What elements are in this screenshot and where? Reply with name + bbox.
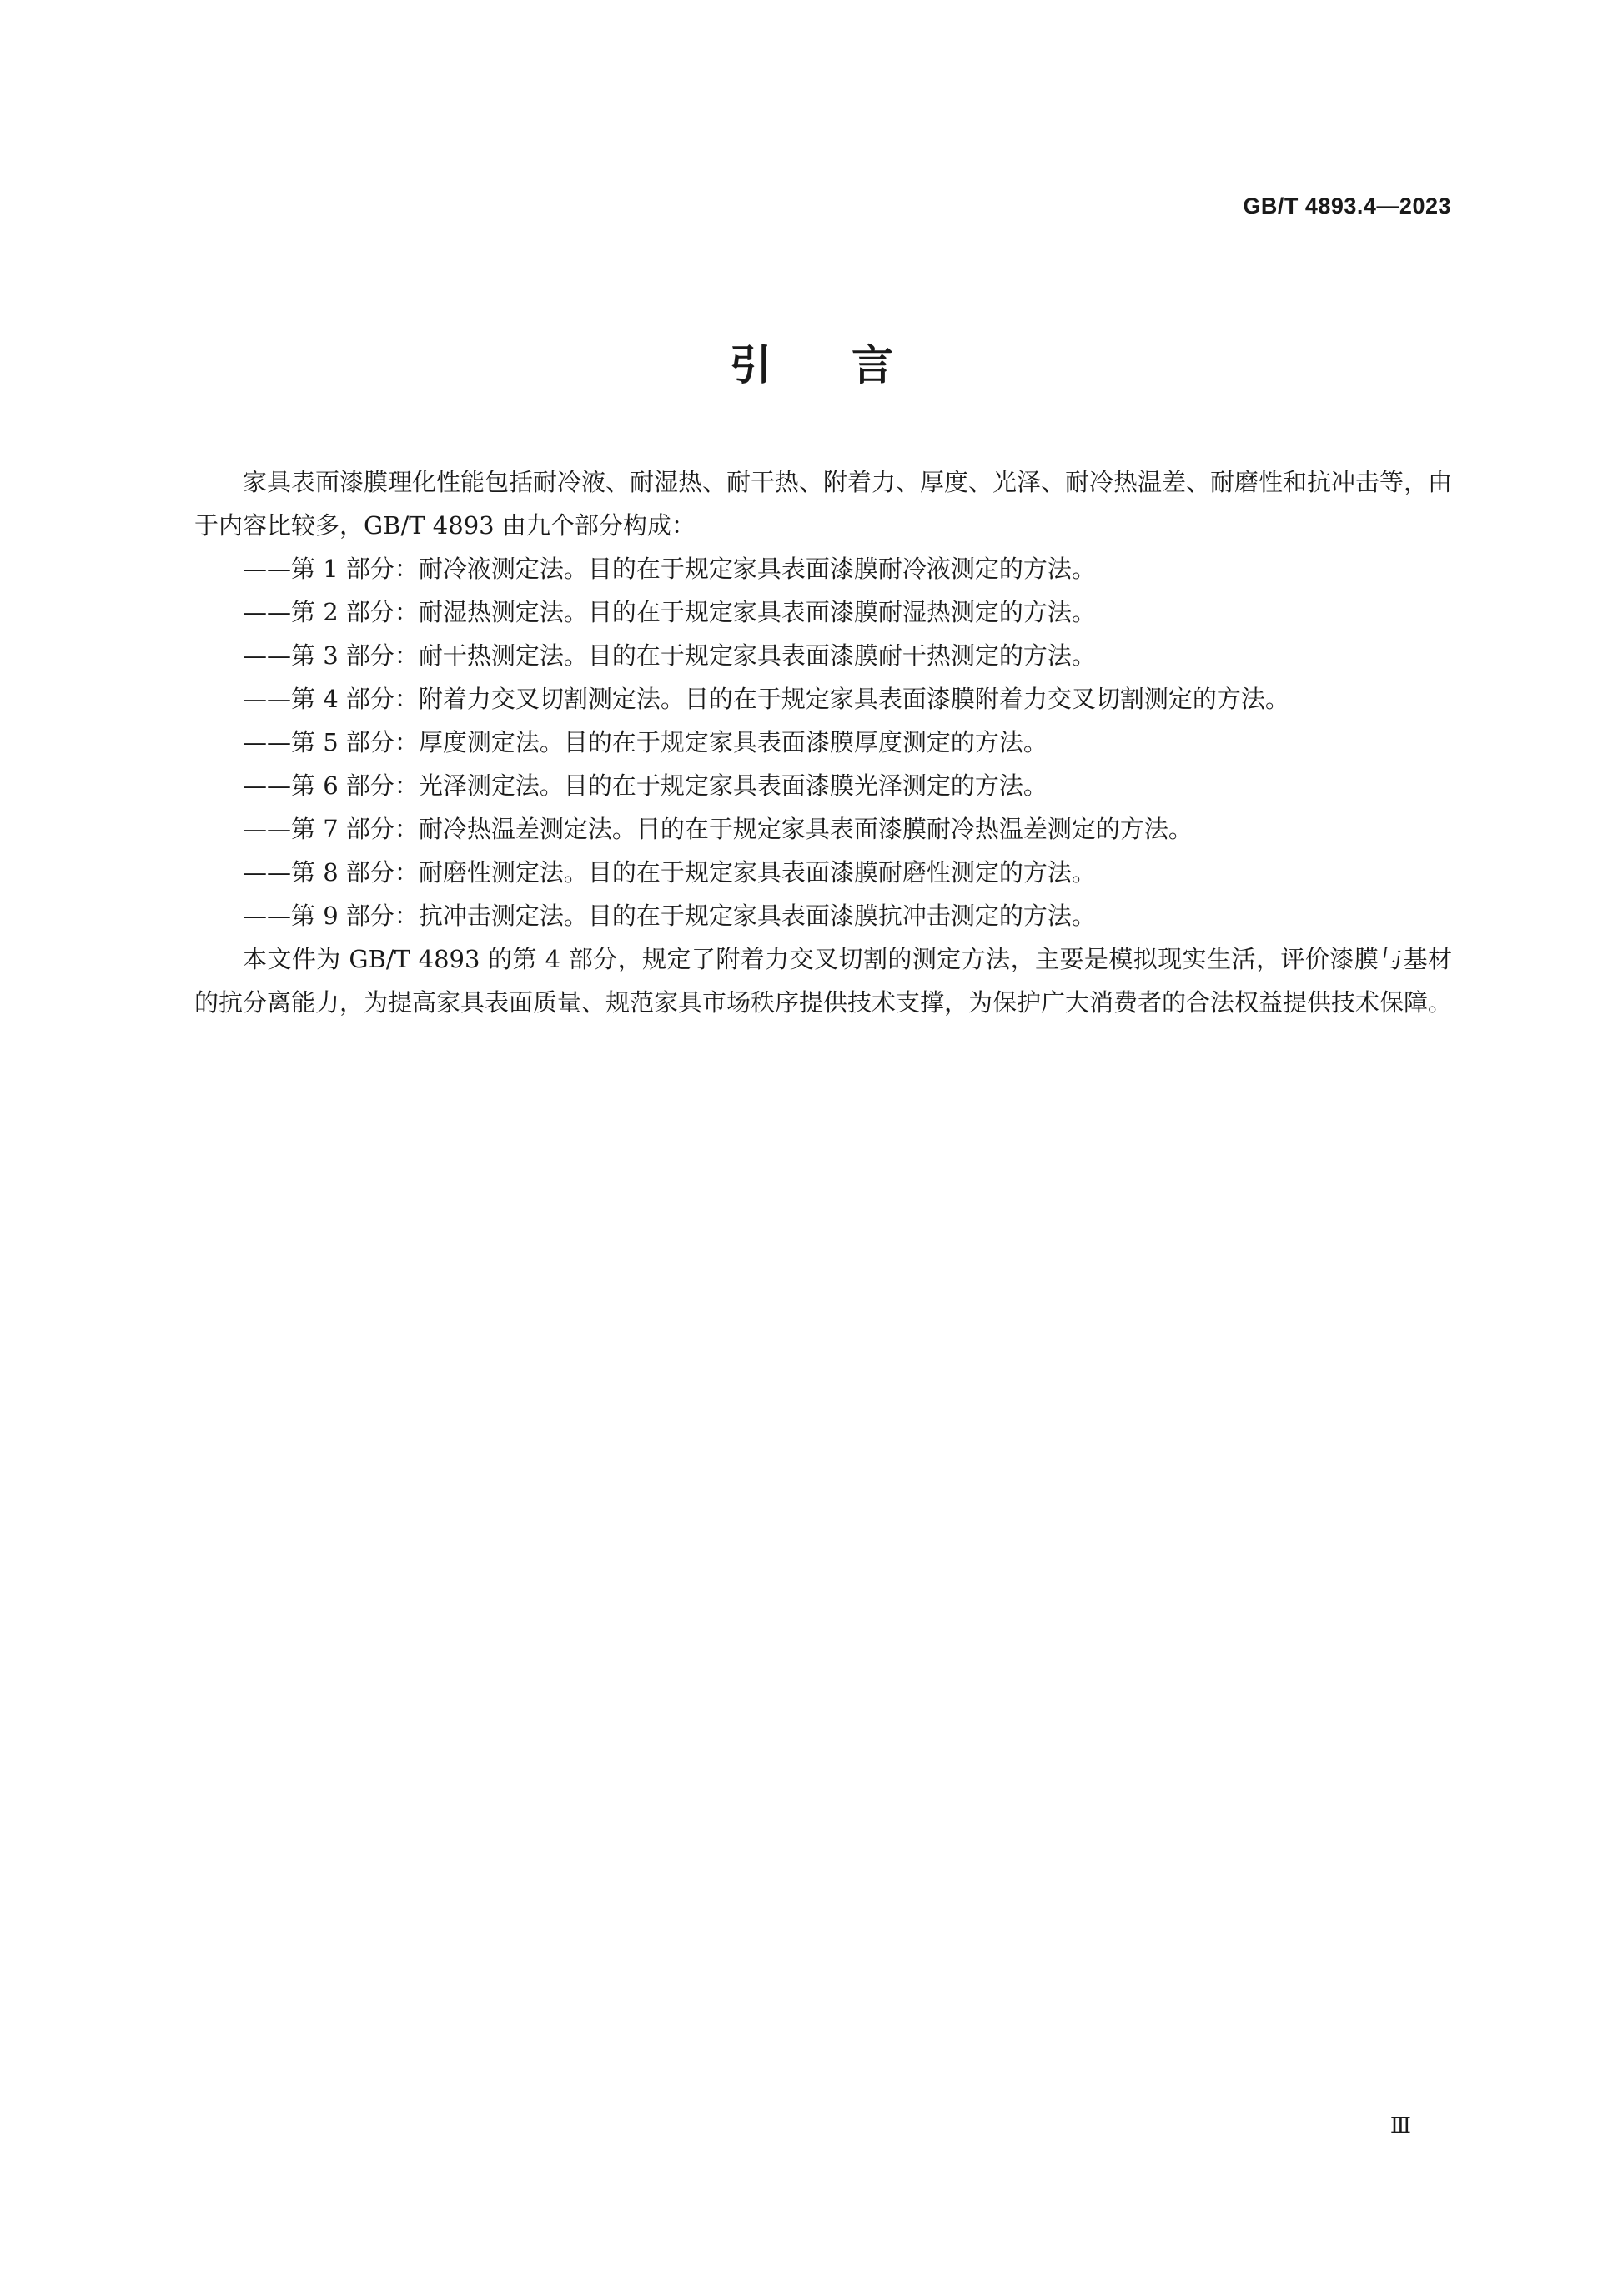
page-number: Ⅲ xyxy=(1389,2113,1411,2138)
list-item: ——第 4 部分：附着力交叉切割测定法。目的在于规定家具表面漆膜附着力交叉切割测定的方法。 xyxy=(243,685,1289,713)
list-item: ——第 5 部分：厚度测定法。目的在于规定家具表面漆膜厚度测定的方法。 xyxy=(243,728,1048,756)
list-item: ——第 1 部分：耐冷液测定法。目的在于规定家具表面漆膜耐冷液测定的方法。 xyxy=(243,555,1096,583)
document-body xyxy=(194,460,1452,1024)
list-item: ——第 6 部分：光泽测定法。目的在于规定家具表面漆膜光泽测定的方法。 xyxy=(243,771,1048,800)
list-item: ——第 7 部分：耐冷热温差测定法。目的在于规定家具表面漆膜耐冷热温差测定的方法。 xyxy=(243,815,1193,843)
closing-paragraph: 本文件为 GB/T 4893 的第 4 部分，规定了附着力交叉切割的测定方法，主要是模拟现实生活，评价漆膜与基材的抗分离能力，为提高家具表面质量、规范家具市场秩序提供技术支撑，为保护广大消费者的合法权益提供技术保障。 xyxy=(194,945,1453,1017)
standard-code: GB/T 4893.4—2023 xyxy=(1243,193,1451,219)
list-item: ——第 2 部分：耐湿热测定法。目的在于规定家具表面漆膜耐湿热测定的方法。 xyxy=(243,598,1096,626)
list-item: ——第 3 部分：耐干热测定法。目的在于规定家具表面漆膜耐干热测定的方法。 xyxy=(243,641,1096,670)
list-item: ——第 9 部分：抗冲击测定法。目的在于规定家具表面漆膜抗冲击测定的方法。 xyxy=(243,902,1096,930)
list-item: ——第 8 部分：耐磨性测定法。目的在于规定家具表面漆膜耐磨性测定的方法。 xyxy=(243,858,1096,887)
page-title: 引言 xyxy=(730,341,973,389)
intro-paragraph: 家具表面漆膜理化性能包括耐冷液、耐湿热、耐干热、附着力、厚度、光泽、耐冷热温差、耐磨性和抗冲击等，由于内容比较多，GB/T 4893 由九个部分构成： xyxy=(194,468,1453,540)
parts-list xyxy=(194,547,1452,937)
